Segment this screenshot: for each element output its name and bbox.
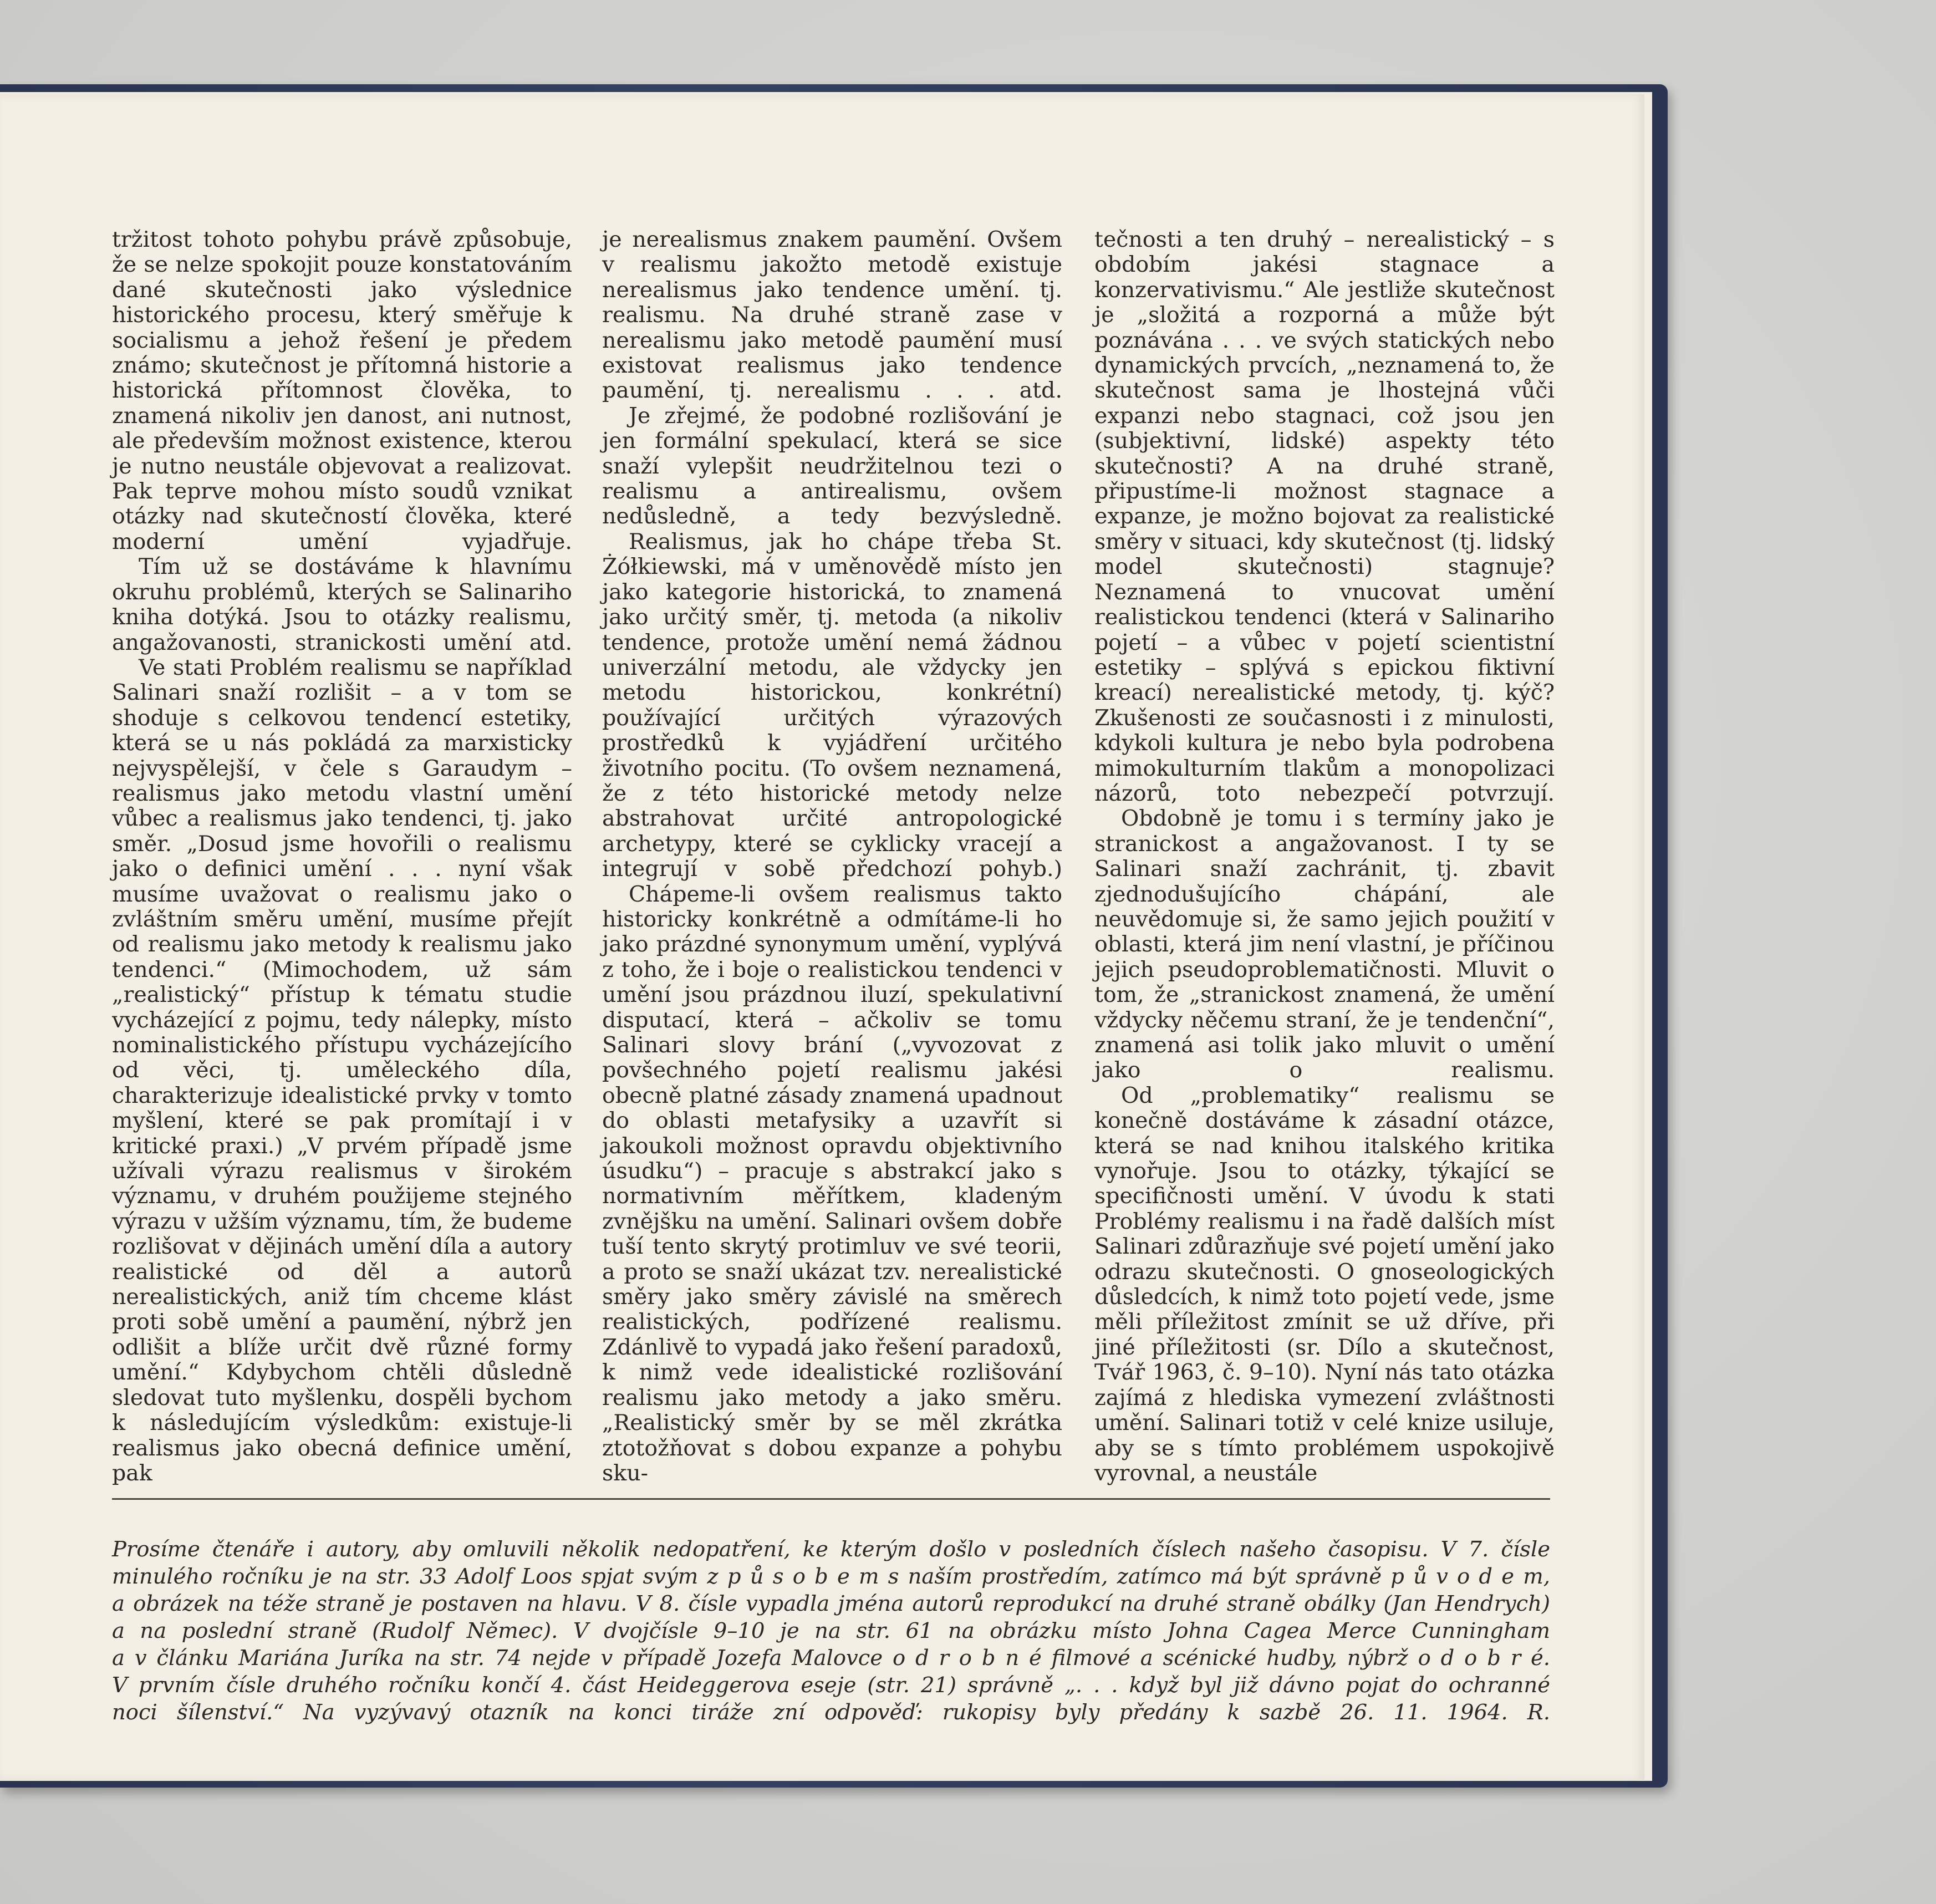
paragraph: Je zřejmé, že podobné rozlišování je jen formální spekulací, která se sice snaží vylepšit neudržitelnou tezi o realismu a antirealismu, ovšem nedůsledně, a tedy bezvýsledně. <box>602 403 1062 530</box>
paragraph: Realismus, jak ho chápe třeba St. Żółkiewski, má v uměnovědě místo jen jako kategorie historická, to znamená jako určitý směr, tj. metoda (a nikoliv tendence, protože umění nemá žádnou univerzální metodu, ale vždycky jen metodu historickou, konkrétní) používající určitých výrazových prostředků k vyjádření určitého životního pocitu. (To ovšem neznamená, že z této historické metody nelze abstrahovat určité antropologické archetypy, které se cyklicky vracejí a integrují v sobě předchozí pohyb.) <box>602 528 1062 882</box>
note-line: Prosíme čtenáře i autory, aby omluvili několik nedopatření, ke kterým došlo v posledních číslech našeho časopisu. V 7. čísle <box>112 1537 1550 1562</box>
paragraph: tečnosti a ten druhý – nerealistický – s obdobím jakési stagnace a konzervativismu.“ Ale jestliže skutečnost je „složitá a rozporná a může být poznávána . . . ve svých statických nebo dynamických prvcích, „neznamená to, že skutečnost sama je lhostejná vůči expanzi nebo stagnaci, což jsou jen (subjektivní, lidské) aspekty této skutečnosti? A na druhé straně, připustíme-li možnost stagnace a expanze, je možno bojovat za realistické směry v situaci, kdy skutečnost (tj. lidský model skutečnosti) stagnuje? Neznamená to vnucovat umění realistickou tendenci (která v Salinariho pojetí – a vůbec v pojetí scientistní estetiky – splývá s epickou fiktivní kreací) nerealistické metody, tj. kýč? Zkušenosti ze současnosti i z minulosti, kdykoli kultura je nebo byla podrobena mimokulturním tlakům a monopolizaci názorů, toto nebezpečí potvrzují. <box>1094 227 1555 806</box>
paragraph: Ve stati Problém realismu se například Salinari snaží rozlišit – a v tom se shoduje s celkovou tendencí estetiky, která se u nás pokládá za marxisticky nejvyspělejší, v čele s Garaudym – realismus jako metodu vlastní umění vůbec a realismus jako tendenci, tj. jako směr. „Dosud jsme hovořili o realismu jako o definici umění . . . nyní však musíme uvažovat o realismu jako o zvláštním směru umění, musíme přejít od realismu jako metody k realismu jako tendenci.“ (Mimochodem, už sám „realistický“ přístup k tématu studie vycházející z pojmu, tedy nálepky, místo nominalistického přístupu vycházejícího od věci, tj. uměleckého díla, charakterizuje idealistické prvky v tomto myšlení, které se pak promítají i v kritické praxi.) „V prvém případě jsme užívali výrazu realismus v širokém významu, v druhém použijeme stejného výrazu v užším významu, tím, že budeme rozlišovat v dějinách umění díla a autory realistické od děl a autorů nerealistických, aniž tím chceme klást proti sobě umění a paumění, nýbrž jen odlišit a blíže určit dvě různé formy umění.“ Kdybychom chtěli důsledně sledovat tuto myšlenku, dospěli bychom k následujícím výsledkům: existuje-li realismus jako obecná definice umění, pak <box>112 654 572 1486</box>
note-line: noci šílenství.“ Na vyzývavý otazník na konci tiráže zní odpověď: rukopisy byly předány k sazbě 26. 11. 1964. R. <box>112 1700 1550 1725</box>
article-body <box>112 227 1555 1486</box>
note-line: a na poslední straně (Rudolf Němec). V dvojčísle 9–10 je na str. 61 na obrázku místo Johna Cagea Merce Cunningham <box>112 1618 1550 1643</box>
paragraph: Tím už se dostáváme k hlavnímu okruhu problémů, kterých se Salinariho kniha dotýká. Jsou to otázky realismu, angažovanosti, stranickosti umění atd. <box>112 554 572 655</box>
footnote-divider <box>112 1498 1550 1500</box>
note-line: V prvním čísle druhého ročníku končí 4. část Heideggerova eseje (str. 21) správně „. . . když byl již dávno pojat do ochranné <box>112 1673 1550 1698</box>
text-column-2 <box>602 227 1062 1486</box>
paragraph: Od „problematiky“ realismu se konečně dostáváme k zásadní otázce, která se nad knihou italského kritika vynořuje. Jsou to otázky, týkající se specifičnosti umění. V úvodu k stati Problémy realismu i na řadě dalších míst Salinari zdůrazňuje své pojetí umění jako odrazu skutečnosti. O gnoseologických důsledcích, k nimž toto pojetí vede, jsme měli příležitost zmínit se už dříve, při jiné příležitosti (sr. Dílo a skutečnost, Tvář 1963, č. 9–10). Nyní nás tato otázka zajímá z hlediska vymezení zvláštnosti umění. Salinari totiž v celé knize usiluje, aby se s tímto problémem uspokojivě vyrovnal, a neustále <box>1094 1082 1555 1486</box>
text-column-3 <box>1094 227 1555 1486</box>
paragraph: je nerealismus znakem paumění. Ovšem v realismu jakožto metodě existuje nerealismus jako tendence umění. tj. realismu. Na druhé straně zase v nerealismu jako metodě paumění musí existovat realismus jako tendence paumění, tj. nerealismu . . . atd. <box>602 227 1062 404</box>
paragraph: Chápeme-li ovšem realismus takto historicky konkrétně a odmítáme-li ho jako prázdné synonymum umění, vyplývá z toho, že i boje o realistickou tendenci v umění jsou prázdnou iluzí, spekulativní disputací, která – ačkoliv se tomu Salinari slovy brání („vyvozovat z povšechného pojetí realismu jakési obecně platné zásady znamená upadnout do oblasti metafysiky a uzavřít si jakoukoli možnost opravdu objektivního úsudku“) – pracuje s abstrakcí jako s normativním měřítkem, kladeným zvnějšku na umění. Salinari ovšem dobře tuší tento skrytý protimluv ve své teorii, a proto se snaží ukázat tzv. nerealistické směry jako směry závislé na směrech realistických, podřízené realismu. Zdánlivě to vypadá jako řešení paradoxů, k nimž vede idealistické rozlišování realismu jako metody a jako směru. „Realistický směr by se měl zkrátka ztotožňovat s dobou expanze a pohybu sku- <box>602 881 1062 1486</box>
note-line: minulého ročníku je na str. 33 Adolf Loos spjat svým z p ů s o b e m s naším prostředím, zatímco má být správně p ů v o d e m, <box>112 1564 1550 1589</box>
paragraph: tržitost tohoto pohybu právě způsobuje, že se nelze spokojit pouze konstatováním dané skutečnosti jako výslednice historického procesu, který směřuje k socialismu a jehož řešení je předem známo; skutečnost je přítomná historie a historická přítomnost člověka, to znamená nikoliv jen danost, ani nutnost, ale především možnost existence, kterou je nutno neustále objevovat a realizovat. Pak teprve mohou místo soudů vznikat otázky nad skutečností člověka, které moderní umění vyjadřuje. <box>112 227 572 554</box>
note-line: a obrázek na téže straně je postaven na hlavu. V 8. čísle vypadla jména autorů reprodukcí na druhé straně obálky (Jan Hendrych) <box>112 1591 1550 1616</box>
editorial-note <box>112 1536 1550 1726</box>
text-column-1 <box>112 227 572 1486</box>
note-line: a v článku Mariána Juríka na str. 74 nejde v případě Jozefa Malovce o d r o b n é filmové a scénické hudby, nýbrž o d o b r é. <box>112 1646 1550 1671</box>
paragraph: Obdobně je tomu i s termíny jako je stranickost a angažovanost. I ty se Salinari snaží zachránit, tj. zbavit zjednodušujícího chápání, ale neuvědomuje si, že samo jejich použití v oblasti, která jim není vlastní, je příčinou jejich pseudoproblematičnosti. Mluvit o tom, že „stranickost znamená, že umění vždycky něčemu straní, že je tendenční“, znamená asi tolik jako mluvit o umění jako o realismu. <box>1094 806 1555 1083</box>
